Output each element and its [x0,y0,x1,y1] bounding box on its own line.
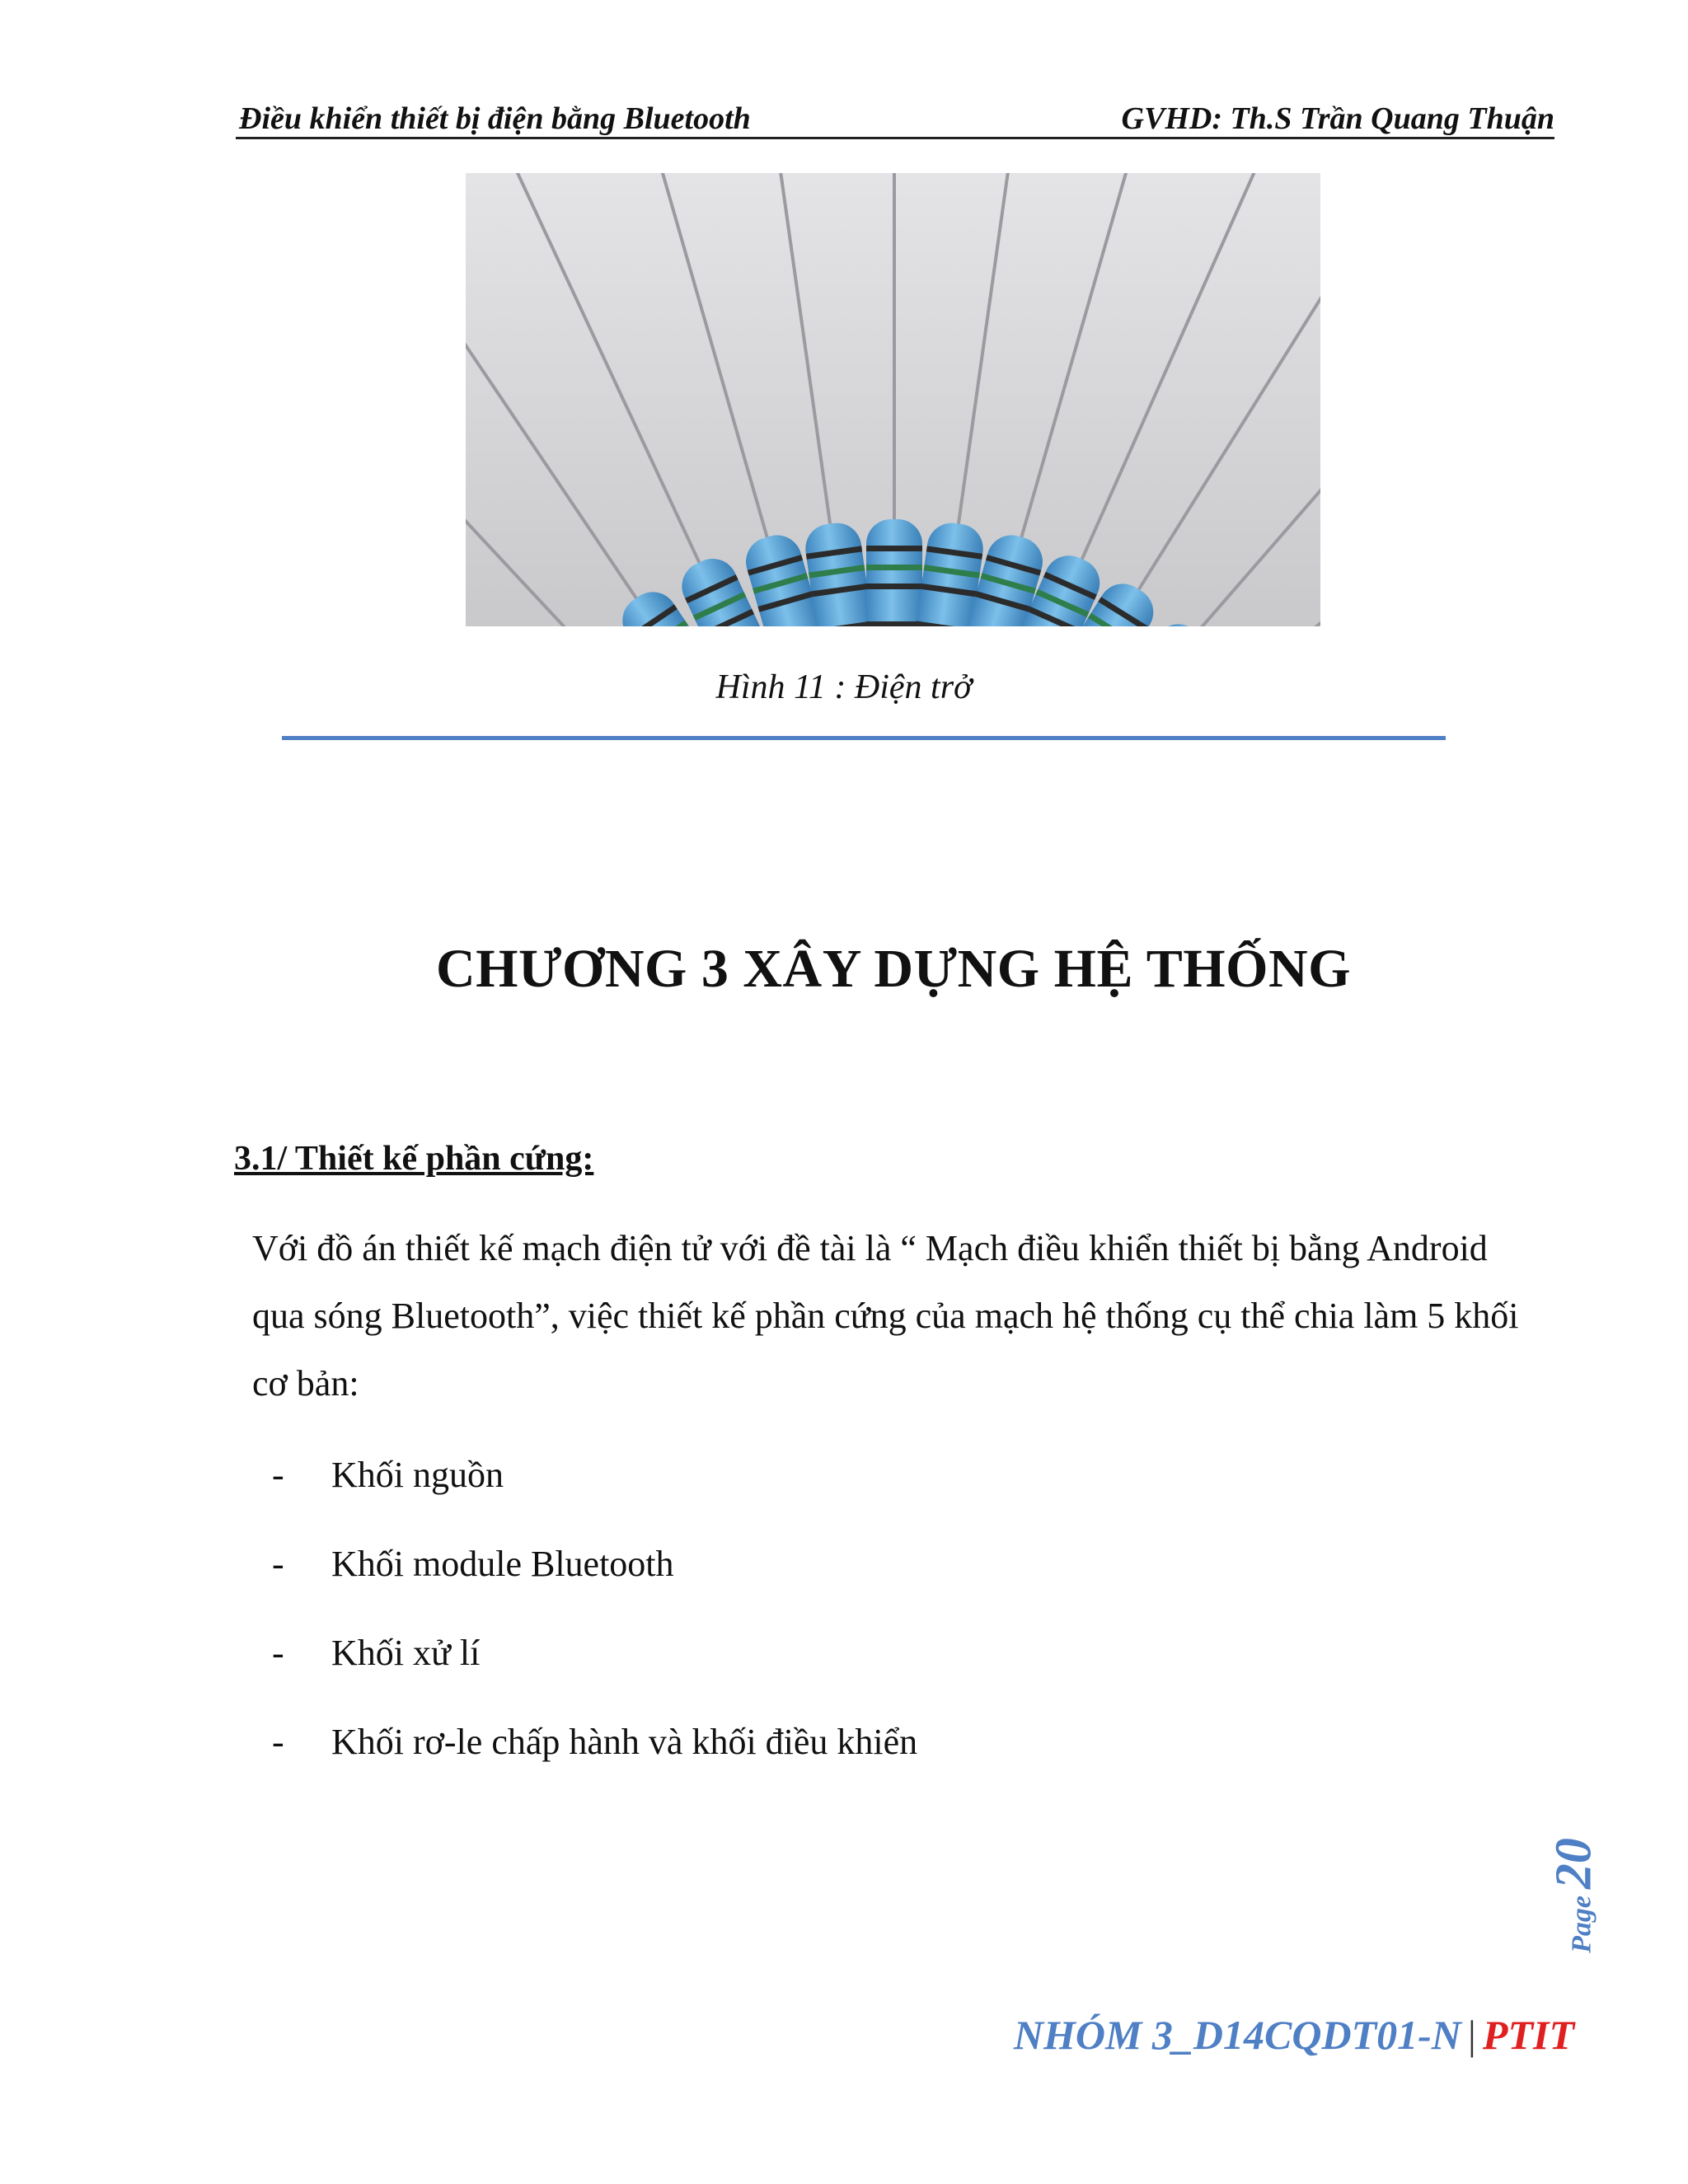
page-label: Page [1566,1896,1597,1953]
list-item-text: Khối nguồn [331,1455,504,1495]
chapter-title: CHƯƠNG 3 XÂY DỰNG HỆ THỐNG [436,939,1351,999]
footer-org: PTIT [1482,2012,1574,2058]
resistor-photo [466,173,1320,626]
list-bullet: - [272,1544,284,1584]
list-bullet: - [272,1722,284,1762]
figure-caption: Hình 11 : Điện trở [715,668,973,706]
resistor-illustration [466,173,1320,626]
list-item-text: Khối rơ-le chấp hành và khối điều khiển [331,1722,918,1762]
section-divider [282,736,1446,740]
header-title: Điều khiển thiết bị điện bằng Bluetooth [239,101,751,136]
footer-separator: | [1467,2012,1476,2058]
section-heading: 3.1/ Thiết kế phần cứng: [234,1140,594,1178]
page-number-value: 20 [1545,1838,1602,1890]
list-item-text: Khối xử lí [331,1633,481,1673]
page-number [1541,1821,1607,1970]
body-paragraph: Với đồ án thiết kế mạch điện tử với đề tài là “ Mạch điều khiển thiết bị bằng Android qua sóng Bluetooth”, việc thiết kế phần cứng của mạch hệ thống cụ thể chia làm 5 khối cơ bản: [252,1228,1519,1404]
footer-group: NHÓM 3_D14CQDT01-N [1013,2012,1461,2058]
header-supervisor: GVHD: Th.S Trần Quang Thuận [1121,101,1554,136]
list-item-text: Khối module Bluetooth [331,1544,674,1584]
list-bullet: - [272,1455,284,1495]
running-header [236,97,1554,139]
list-bullet: - [272,1633,284,1673]
footer [1014,2011,1574,2059]
